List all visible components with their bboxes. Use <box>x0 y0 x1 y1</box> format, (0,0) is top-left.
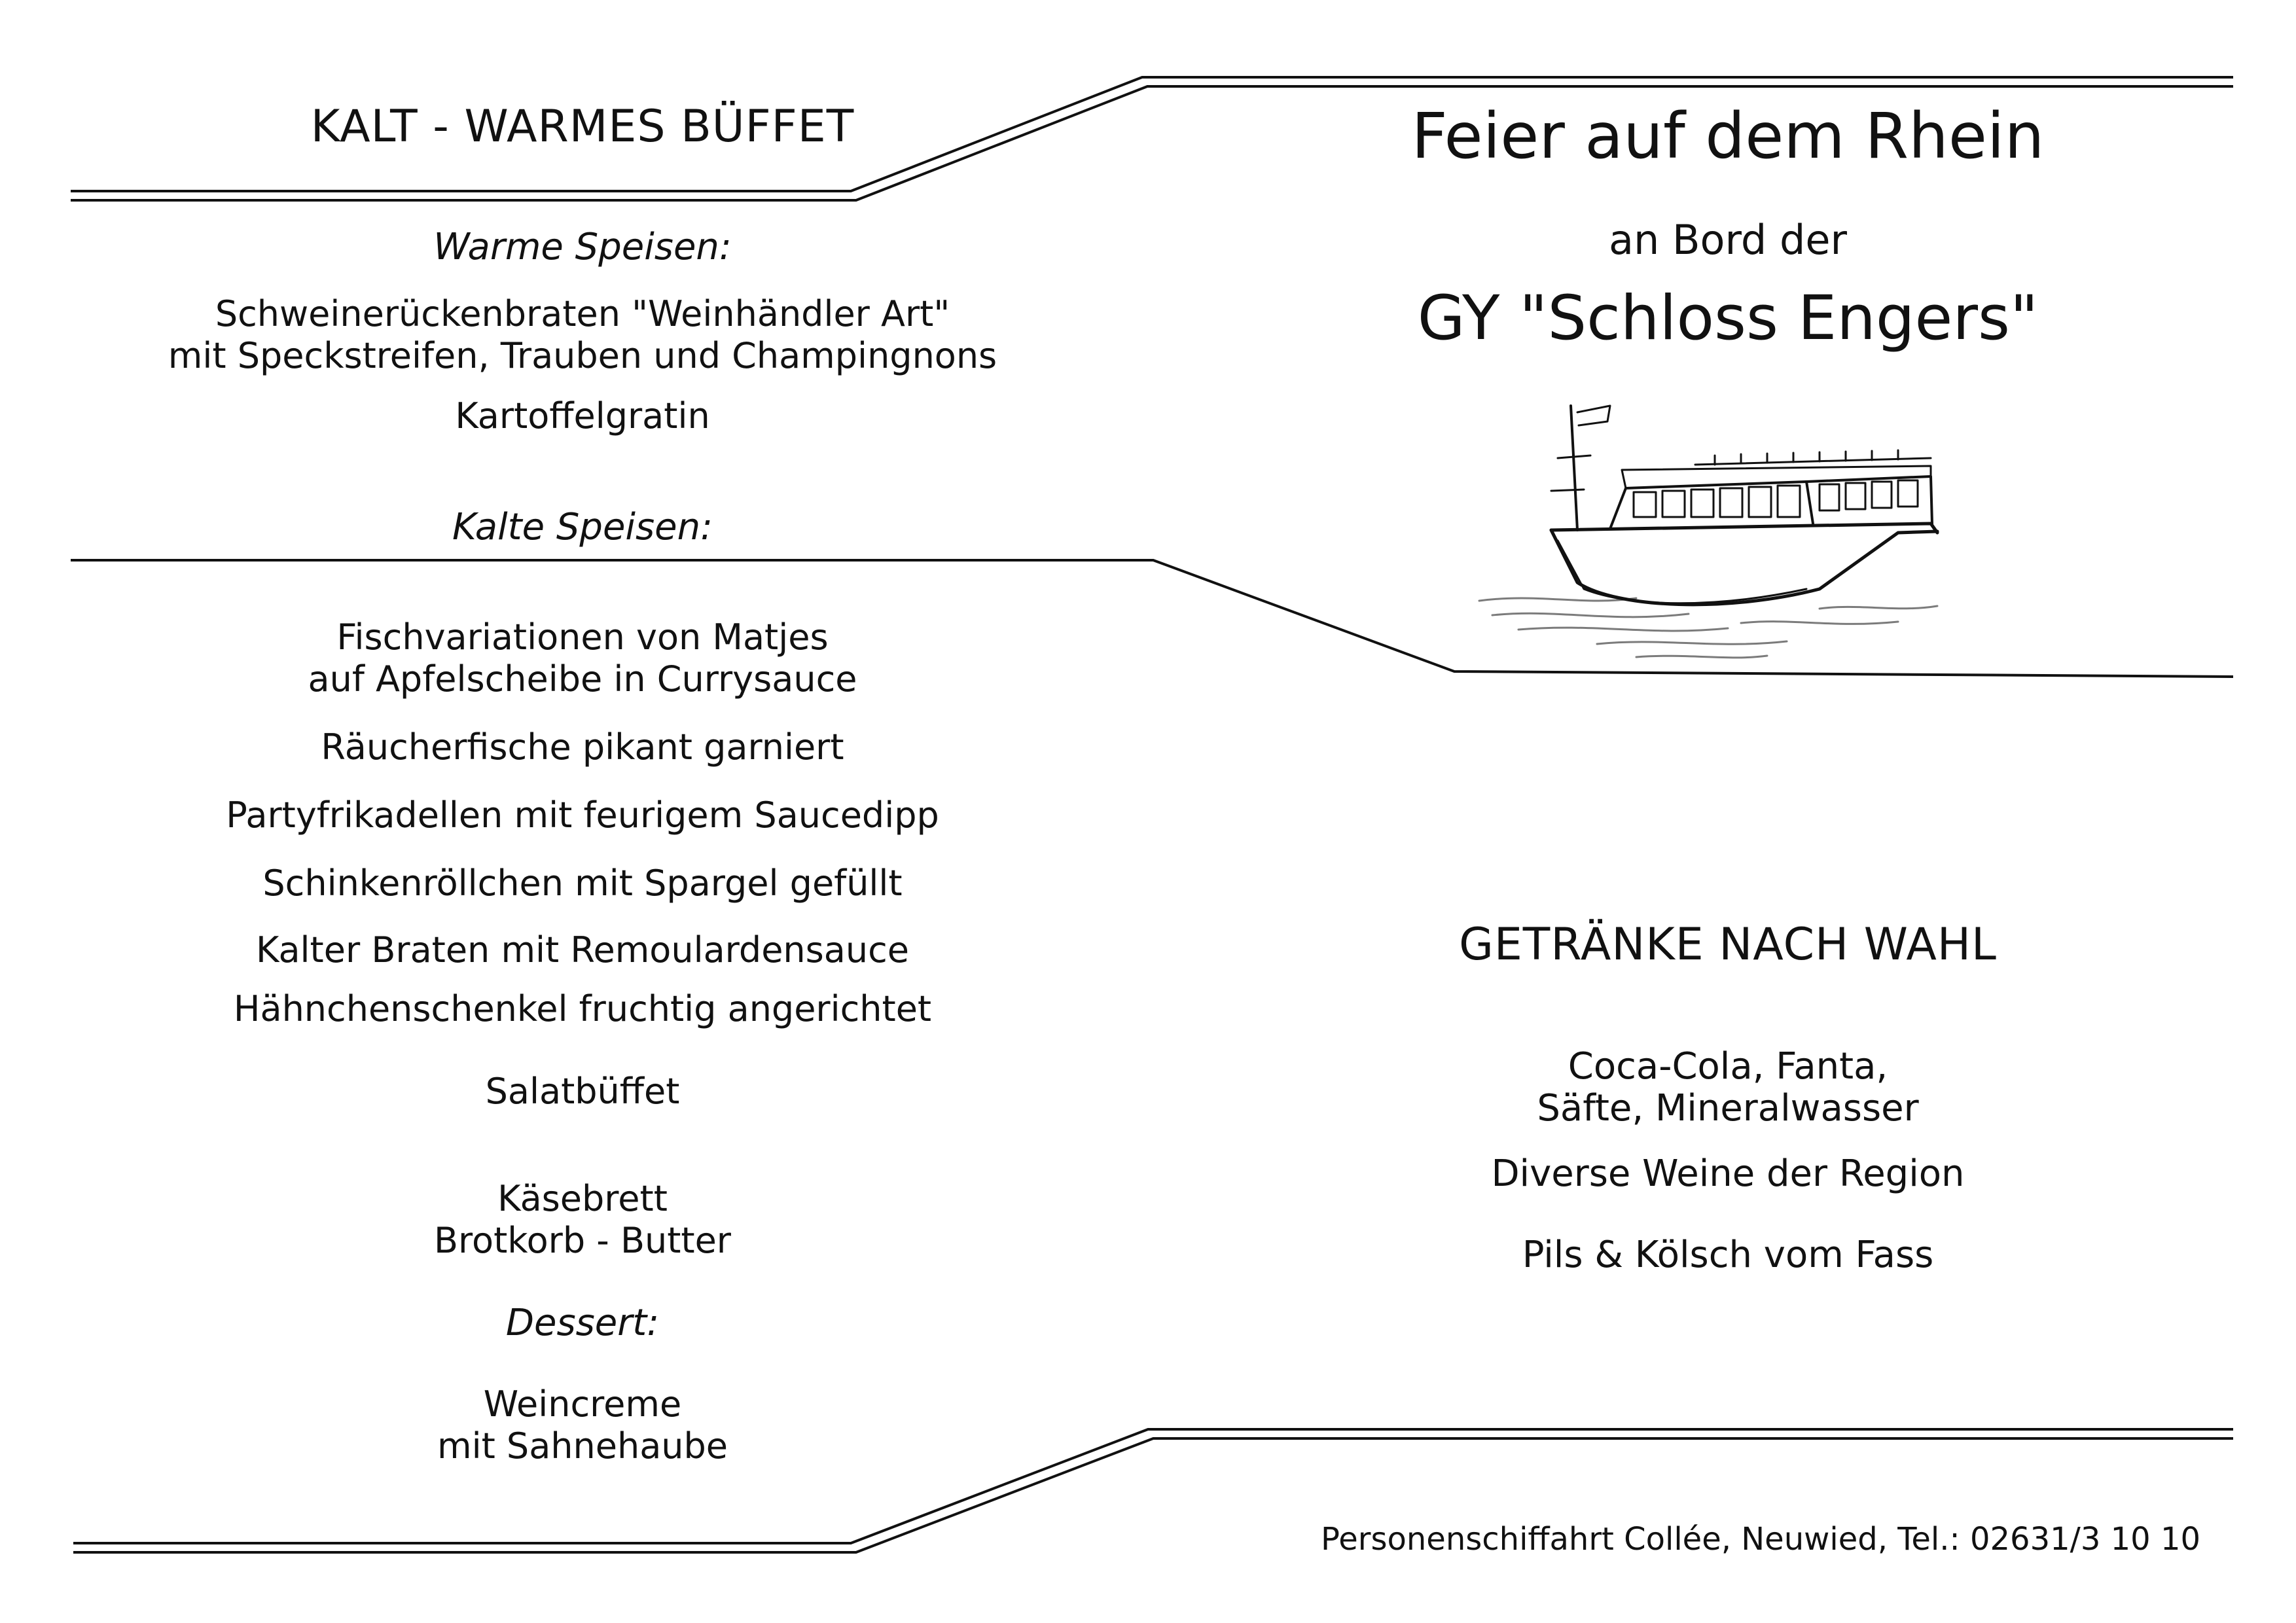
menu-item-warm-1-line-2: mit Speckstreifen, Trauben und Champingnons <box>168 335 997 376</box>
page-title: Feier auf dem Rhein <box>1411 99 2045 173</box>
drink-item-1-line-2: Säfte, Mineralwasser <box>1537 1087 1919 1130</box>
menu-item-cold-3: Partyfrikadellen mit feurigem Saucedipp <box>226 794 939 836</box>
footer-contact: Personenschiffahrt Collée, Neuwied, Tel.: 02631/3 10 10 <box>1321 1521 2201 1558</box>
drinks-header: GETRÄNKE NACH WAHL <box>1459 919 1997 971</box>
menu-item-cold-8-line-1: Käsebrett <box>497 1178 668 1219</box>
warm-section-title: Warme Speisen: <box>433 226 732 268</box>
buffet-header: KALT - WARMES BÜFFET <box>310 101 855 152</box>
drink-item-3: Pils & Kölsch vom Fass <box>1522 1234 1934 1276</box>
drink-item-2: Diverse Weine der Region <box>1491 1152 1965 1195</box>
menu-item-cold-6: Hähnchenschenkel fruchtig angerichtet <box>233 988 932 1029</box>
dessert-section-title: Dessert: <box>505 1302 660 1344</box>
page-subtitle: an Bord der <box>1609 216 1847 264</box>
drink-item-1-line-1: Coca-Cola, Fanta, <box>1568 1045 1888 1088</box>
menu-item-dessert-1-line-2: mit Sahnehaube <box>437 1425 728 1467</box>
menu-item-dessert-1-line-1: Weincreme <box>483 1383 682 1425</box>
menu-item-cold-7: Salatbüffet <box>485 1071 680 1112</box>
ship-sketch-icon <box>1479 406 1937 658</box>
menu-item-cold-1-line-2: auf Apfelscheibe in Currysauce <box>308 658 857 700</box>
menu-item-cold-5: Kalter Braten mit Remoulardensauce <box>256 929 909 971</box>
ship-name: GY "Schloss Engers" <box>1417 283 2039 354</box>
menu-item-cold-8-line-2: Brotkorb - Butter <box>434 1220 731 1261</box>
cold-section-title: Kalte Speisen: <box>452 506 713 548</box>
menu-item-cold-1-line-1: Fischvariationen von Matjes <box>336 616 829 658</box>
menu-item-warm-2: Kartoffelgratin <box>455 395 710 437</box>
menu-item-cold-4: Schinkenröllchen mit Spargel gefüllt <box>262 863 903 904</box>
menu-item-warm-1-line-1: Schweinerückenbraten "Weinhändler Art" <box>215 293 950 334</box>
menu-item-cold-2: Räucherfische pikant garniert <box>321 726 844 768</box>
